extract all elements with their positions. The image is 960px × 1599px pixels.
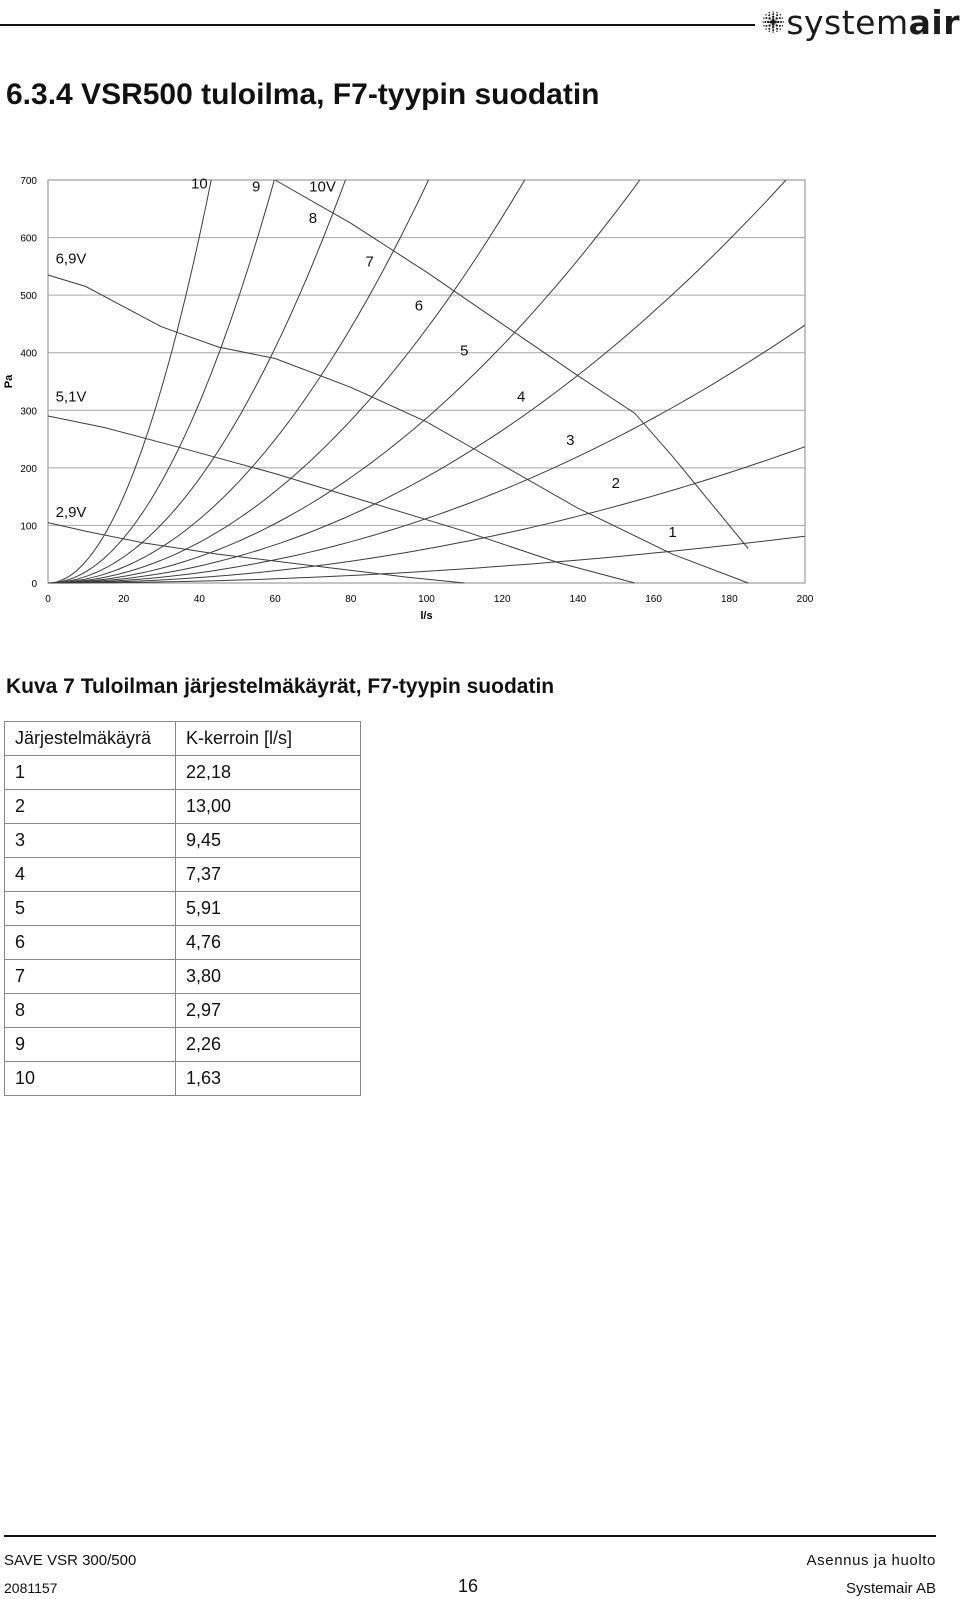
system-curve-3 [48,325,805,583]
x-tick-label: 60 [269,594,281,605]
table-cell-curve: 2 [5,790,176,824]
x-tick-label: 40 [193,594,205,605]
fan-curve-label: 6,9V [55,250,87,268]
logo-prefix: system [786,2,909,42]
footer-company: Systemair AB [845,1580,936,1597]
figure-caption: Kuva 7 Tuloilman järjestelmäkäyrät, F7-tyypin suodatin [6,675,555,698]
system-curve-2 [48,447,805,583]
x-tick-label: 200 [796,594,814,605]
table-header-curve: Järjestelmäkäyrä [5,722,176,756]
table-cell-k-factor: 9,45 [176,824,361,858]
table-header-k-factor: K-kerroin [l/s] [176,722,361,756]
y-tick-label: 700 [20,176,37,187]
footer-doc-code: 2081157 [4,1580,58,1596]
table-cell-curve: 3 [5,824,176,858]
y-tick-label: 300 [20,406,37,418]
x-tick-label: 140 [569,594,587,605]
table-cell-k-factor: 5,91 [176,892,361,926]
table-cell-k-factor: 4,76 [176,926,361,960]
system-curve-label: 1 [668,523,677,541]
y-tick-label: 100 [20,521,37,533]
table-cell-k-factor: 2,26 [176,1028,361,1062]
y-axis-label: Pa [3,374,15,389]
footer-model: SAVE VSR 300/500 [4,1552,137,1569]
y-tick-label: 600 [20,233,37,245]
table-row [5,756,361,790]
system-curve-label: 8 [308,210,318,228]
table-row [5,790,361,824]
system-curve-label: 4 [516,388,526,406]
k-factor-table [4,721,361,1096]
system-curve-label: 2 [611,475,620,493]
system-curve-label: 5 [460,342,469,360]
table-cell-k-factor: 7,37 [176,858,361,892]
fan-curve-label: 5,1V [55,388,87,406]
x-tick-label: 180 [720,594,738,605]
table-cell-k-factor: 3,80 [176,960,361,994]
system-curve-label: 6 [414,297,424,315]
table-cell-curve: 6 [5,926,176,960]
table-row [5,858,361,892]
fan-curve [48,416,635,583]
y-tick-label: 400 [20,348,37,360]
header-rule [0,24,755,26]
fan-curve-label: 2,9V [55,503,87,521]
system-curve-9 [48,180,274,583]
x-tick-label: 160 [645,594,662,605]
footer-chapter: Asennus ja huolto [806,1552,936,1569]
table-row [5,926,361,960]
table-row [5,1062,361,1096]
system-curve-label: 9 [252,178,261,196]
system-curve-8 [48,180,345,583]
footer-page-number: 16 [458,1576,479,1596]
system-curve-4 [48,180,786,583]
system-curve-label: 3 [566,431,575,449]
table-cell-curve: 4 [5,858,176,892]
table-cell-k-factor: 2,97 [176,994,361,1028]
section-title: 6.3.4 VSR500 tuloilma, F7-tyypin suodatin [6,78,600,111]
x-tick-label: 100 [418,594,435,605]
x-tick-label: 20 [118,594,130,605]
table-row [5,960,361,994]
x-tick-label: 0 [45,594,51,605]
table-cell-curve: 9 [5,1028,176,1062]
y-tick-label: 200 [20,463,37,475]
x-tick-label: 120 [493,594,511,605]
table-row [5,1028,361,1062]
table-cell-curve: 1 [5,756,176,790]
y-tick-label: 500 [20,291,37,303]
logo-dot-icon [762,3,784,41]
table-header-row [5,722,361,756]
table-cell-curve: 7 [5,960,176,994]
footer-rule [4,1535,936,1537]
x-tick-label: 80 [345,594,357,605]
plot-frame [48,180,805,583]
systemair-logo [762,0,960,44]
table-cell-k-factor: 22,18 [176,756,361,790]
system-curve-chart [0,170,840,625]
system-curve-7 [48,180,429,583]
table-cell-k-factor: 13,00 [176,790,361,824]
table-row [5,824,361,858]
table-cell-k-factor: 1,63 [176,1062,361,1096]
logo-suffix: air [908,2,960,42]
fan-curve [275,180,748,549]
system-curve-label: 7 [365,253,374,271]
table-cell-curve: 8 [5,994,176,1028]
system-curve-6 [48,180,525,583]
x-axis-label: l/s [420,610,433,622]
table-cell-curve: 10 [5,1062,176,1096]
y-tick-label: 0 [31,579,37,590]
table-row [5,994,361,1028]
table-cell-curve: 5 [5,892,176,926]
fan-curve-label: 10V [309,178,336,196]
logo-wordmark [786,3,960,42]
system-curve-10 [48,180,211,583]
table-row [5,892,361,926]
system-curve-label: 10 [191,175,208,193]
